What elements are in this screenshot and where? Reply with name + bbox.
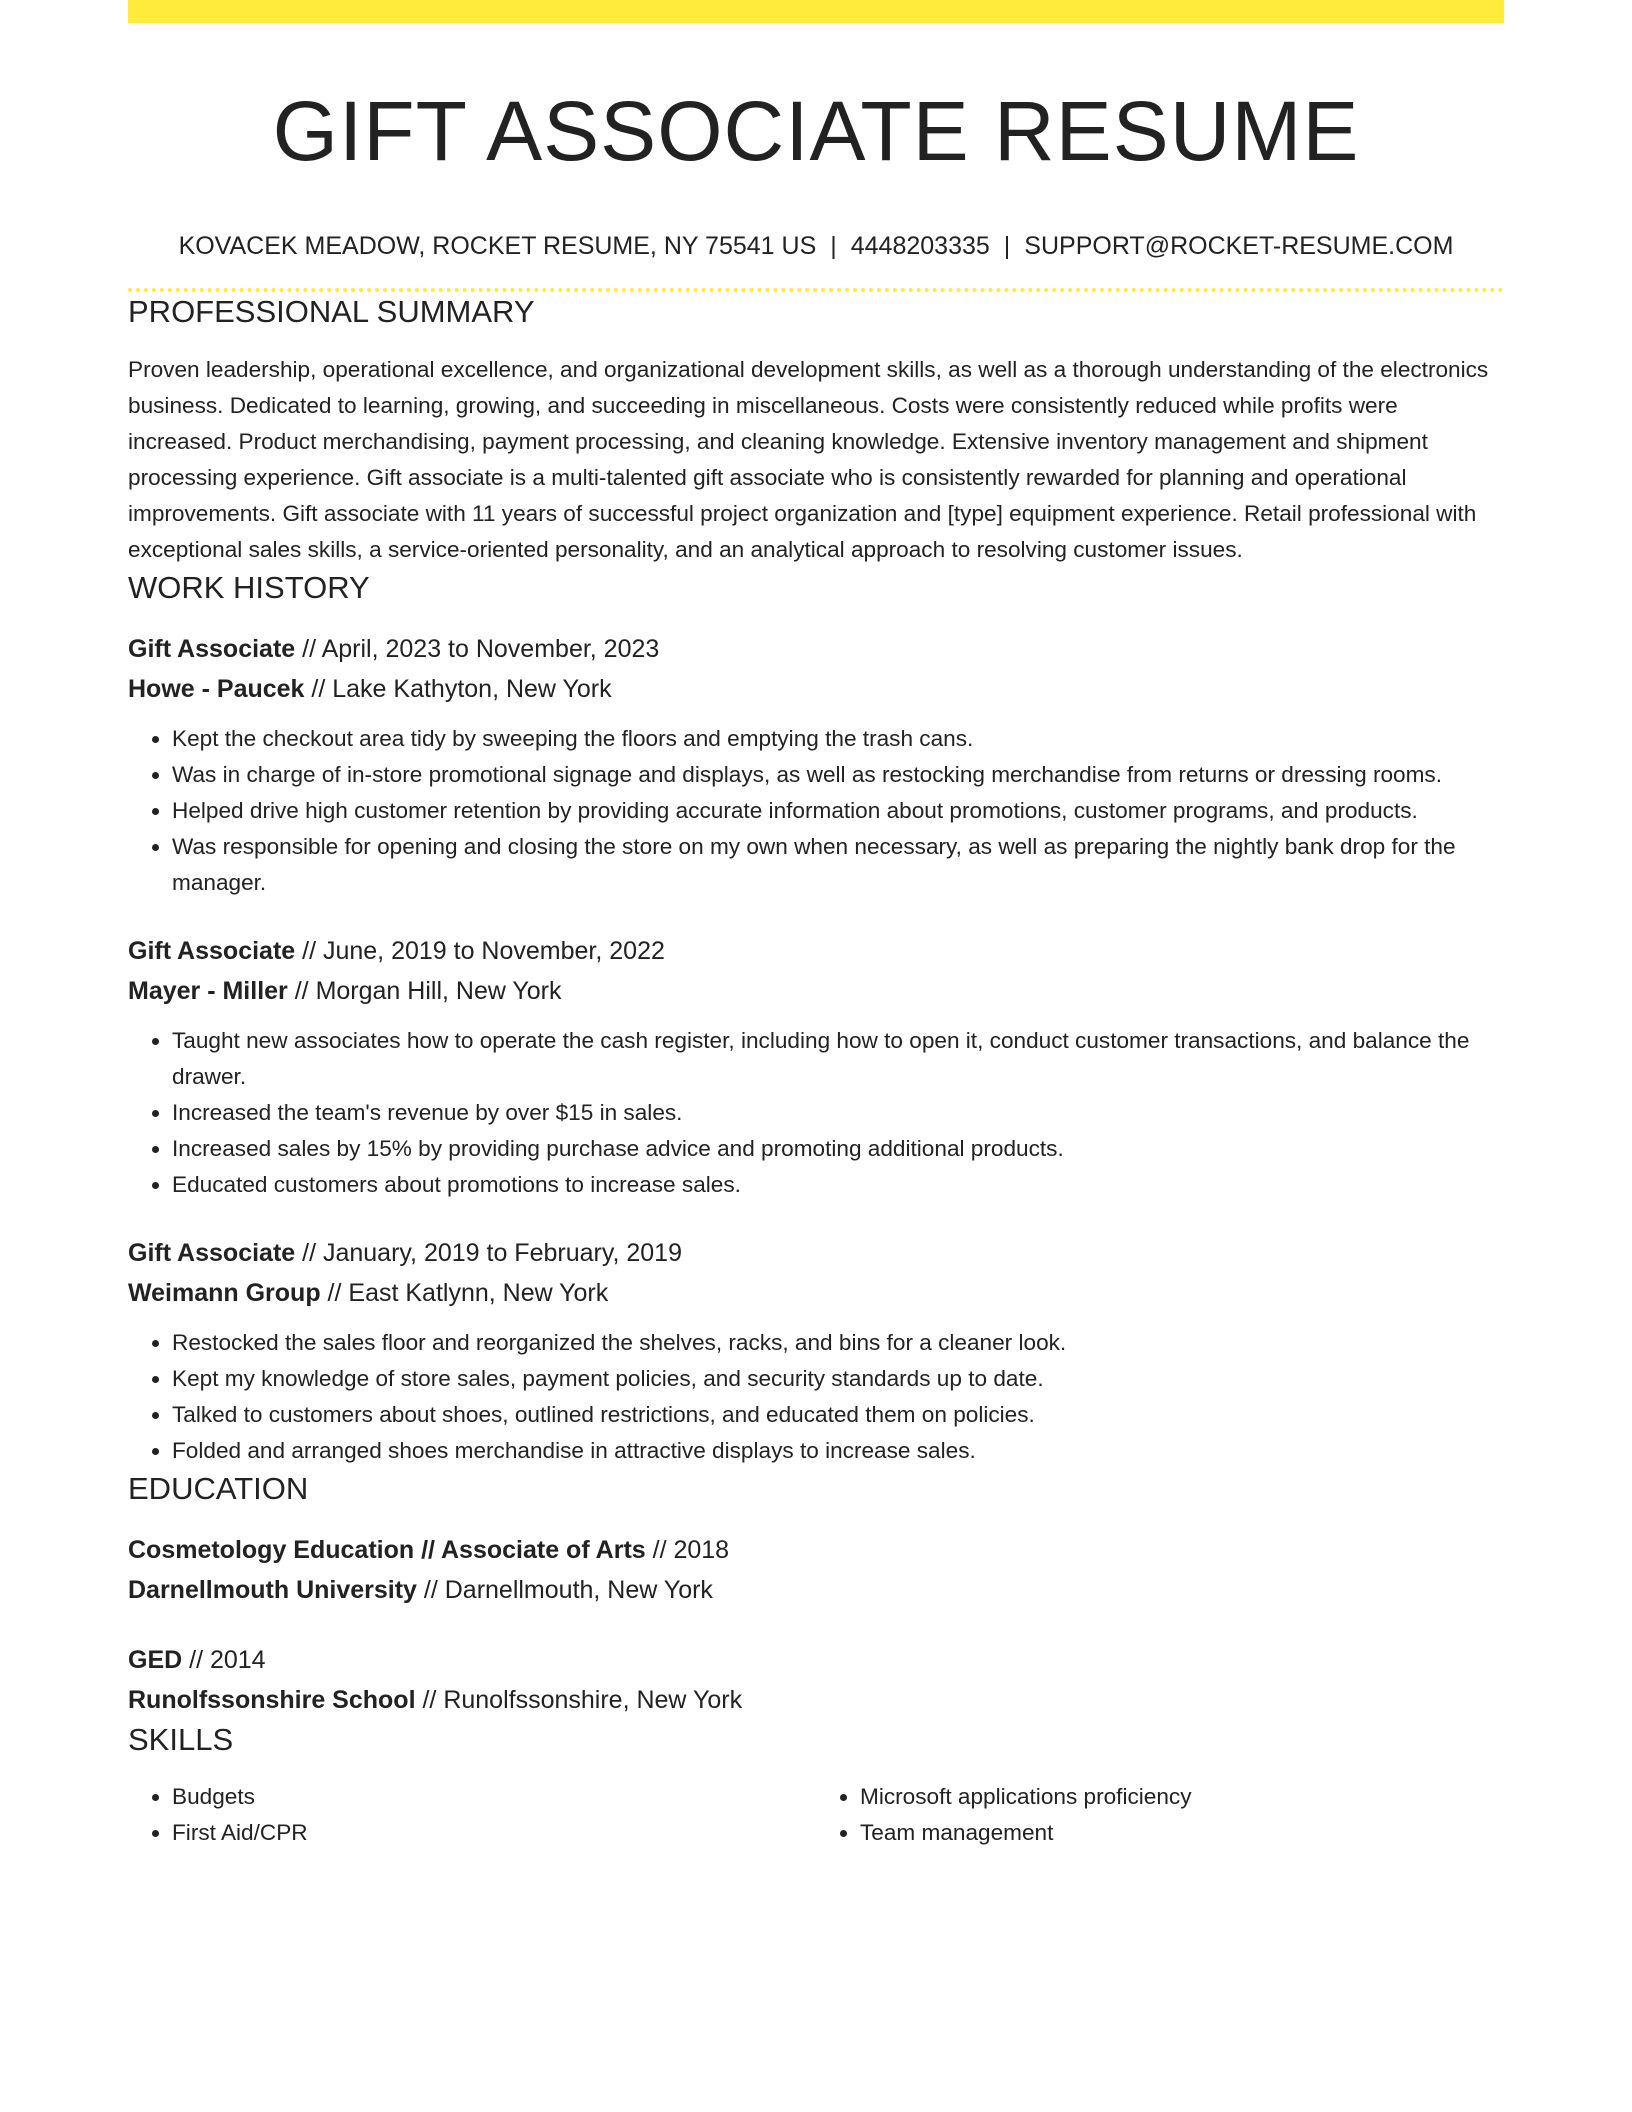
education-school-line — [128, 1680, 1504, 1720]
job-bullet: • Kept the checkout area tidy by sweeping the floors and emptying the trash cans. — [172, 721, 1504, 757]
job-entry — [128, 629, 1504, 901]
education-degree: Cosmetology Education // Associate of Arts — [128, 1536, 646, 1565]
job-entry — [128, 1233, 1504, 1469]
contact-separator: | — [830, 231, 837, 260]
education-degree: GED — [128, 1646, 183, 1675]
skills-column-left — [128, 1779, 816, 1851]
job-role-line — [128, 629, 1504, 669]
job-role: Gift Associate — [128, 634, 296, 663]
job-company: Mayer - Miller — [128, 976, 288, 1005]
section-title-education: EDUCATION — [128, 1470, 309, 1506]
skill-item: • Budgets — [172, 1779, 816, 1815]
job-dates: // April, 2023 to November, 2023 — [295, 634, 660, 663]
top-accent-bar — [128, 0, 1504, 23]
job-bullet: • Increased sales by 15% by providing purchase advice and promoting additional products. — [172, 1131, 1504, 1167]
job-company-line — [128, 1273, 1504, 1313]
resume-title: GIFT ASSOCIATE RESUME — [272, 84, 1360, 178]
job-bullet: • Increased the team's revenue by over $15 in sales. — [172, 1095, 1504, 1131]
job-company: Weimann Group — [128, 1278, 321, 1307]
section-title-skills: SKILLS — [128, 1722, 234, 1758]
contact-phone: 4448203335 — [850, 231, 990, 260]
skills-column-right — [816, 1779, 1504, 1851]
education-school-line — [128, 1570, 1504, 1610]
education-entry — [128, 1530, 1504, 1610]
job-bullet: • Kept my knowledge of store sales, payment policies, and security standards up to date. — [172, 1361, 1504, 1397]
contact-line — [128, 230, 1504, 263]
job-dates: // June, 2019 to November, 2022 — [295, 936, 665, 965]
education-school: Runolfssonshire School — [128, 1686, 416, 1715]
education-entry — [128, 1640, 1504, 1720]
job-entry — [128, 931, 1504, 1203]
education-year: // 2018 — [645, 1536, 730, 1565]
job-bullets — [128, 1325, 1504, 1469]
education-location: // Darnellmouth, New York — [416, 1576, 713, 1605]
job-location: // Lake Kathyton, New York — [304, 674, 612, 703]
job-role: Gift Associate — [128, 936, 296, 965]
job-bullet: • Taught new associates how to operate the cash register, including how to open it, conduct customer transactions, and balance the drawer. — [172, 1023, 1504, 1095]
job-role-line — [128, 1233, 1504, 1273]
job-bullet: • Helped drive high customer retention by providing accurate information about promotions, customer programs, and products. — [172, 793, 1504, 829]
contact-separator: | — [1003, 231, 1011, 260]
job-location: // Morgan Hill, New York — [287, 976, 562, 1005]
job-bullet: • Was in charge of in-store promotional signage and displays, as well as restocking merchandise from returns or dressing rooms. — [172, 757, 1504, 793]
job-bullet: • Restocked the sales floor and reorganized the shelves, racks, and bins for a cleaner look. — [172, 1325, 1504, 1361]
job-company-line — [128, 669, 1504, 709]
education-degree-line — [128, 1530, 1504, 1570]
education-school: Darnellmouth University — [128, 1576, 417, 1605]
job-role-line — [128, 931, 1504, 971]
job-dates: // January, 2019 to February, 2019 — [295, 1238, 682, 1267]
job-location: // East Katlynn, New York — [320, 1278, 609, 1307]
education-location: // Runolfssonshire, New York — [415, 1686, 743, 1715]
education-year: // 2014 — [182, 1646, 266, 1675]
job-role: Gift Associate — [128, 1238, 296, 1267]
section-title-work-history: WORK HISTORY — [128, 569, 370, 605]
skill-item: • First Aid/CPR — [172, 1815, 816, 1851]
contact-email: SUPPORT@ROCKET-RESUME.COM — [1024, 231, 1454, 260]
summary-text: Proven leadership, operational excellence, and organizational development skills, as well as a thorough understanding of the electronics business. Dedicated to learning, growing, and succeeding in miscellaneous. Costs were consistently reduced while profits were increased. Product merchandising, payment processing, and cleaning knowledge. Extensive inventory management and shipment processing experience. Gift associate is a multi-talented gift associate who is consistently rewarded for planning and operational improvements. Gift associate with 11 years of successful project organization and [type] equipment experience. Retail professional with exceptional sales skills, a service-oriented personality, and an analytical approach to resolving customer issues. — [128, 356, 1489, 562]
job-bullets — [128, 721, 1504, 901]
job-bullet: • Talked to customers about shoes, outlined restrictions, and educated them on policies. — [172, 1397, 1504, 1433]
job-company-line — [128, 971, 1504, 1011]
skill-item: • Microsoft applications proficiency — [860, 1779, 1504, 1815]
job-bullet: • Was responsible for opening and closing the store on my own when necessary, as well as preparing the nightly bank drop for the manager. — [172, 829, 1504, 901]
job-bullets — [128, 1023, 1504, 1203]
skill-item: • Team management — [860, 1815, 1504, 1851]
education-degree-line — [128, 1640, 1504, 1680]
job-bullet: • Educated customers about promotions to increase sales. — [172, 1167, 1504, 1203]
job-company: Howe - Paucek — [128, 674, 305, 703]
resume-page — [128, 0, 1504, 1851]
section-title-summary: PROFESSIONAL SUMMARY — [128, 294, 535, 330]
contact-address: KOVACEK MEADOW, ROCKET RESUME, NY 75541 US — [178, 231, 817, 260]
job-bullet: • Folded and arranged shoes merchandise in attractive displays to increase sales. — [172, 1433, 1504, 1469]
skills-grid — [128, 1779, 1504, 1851]
